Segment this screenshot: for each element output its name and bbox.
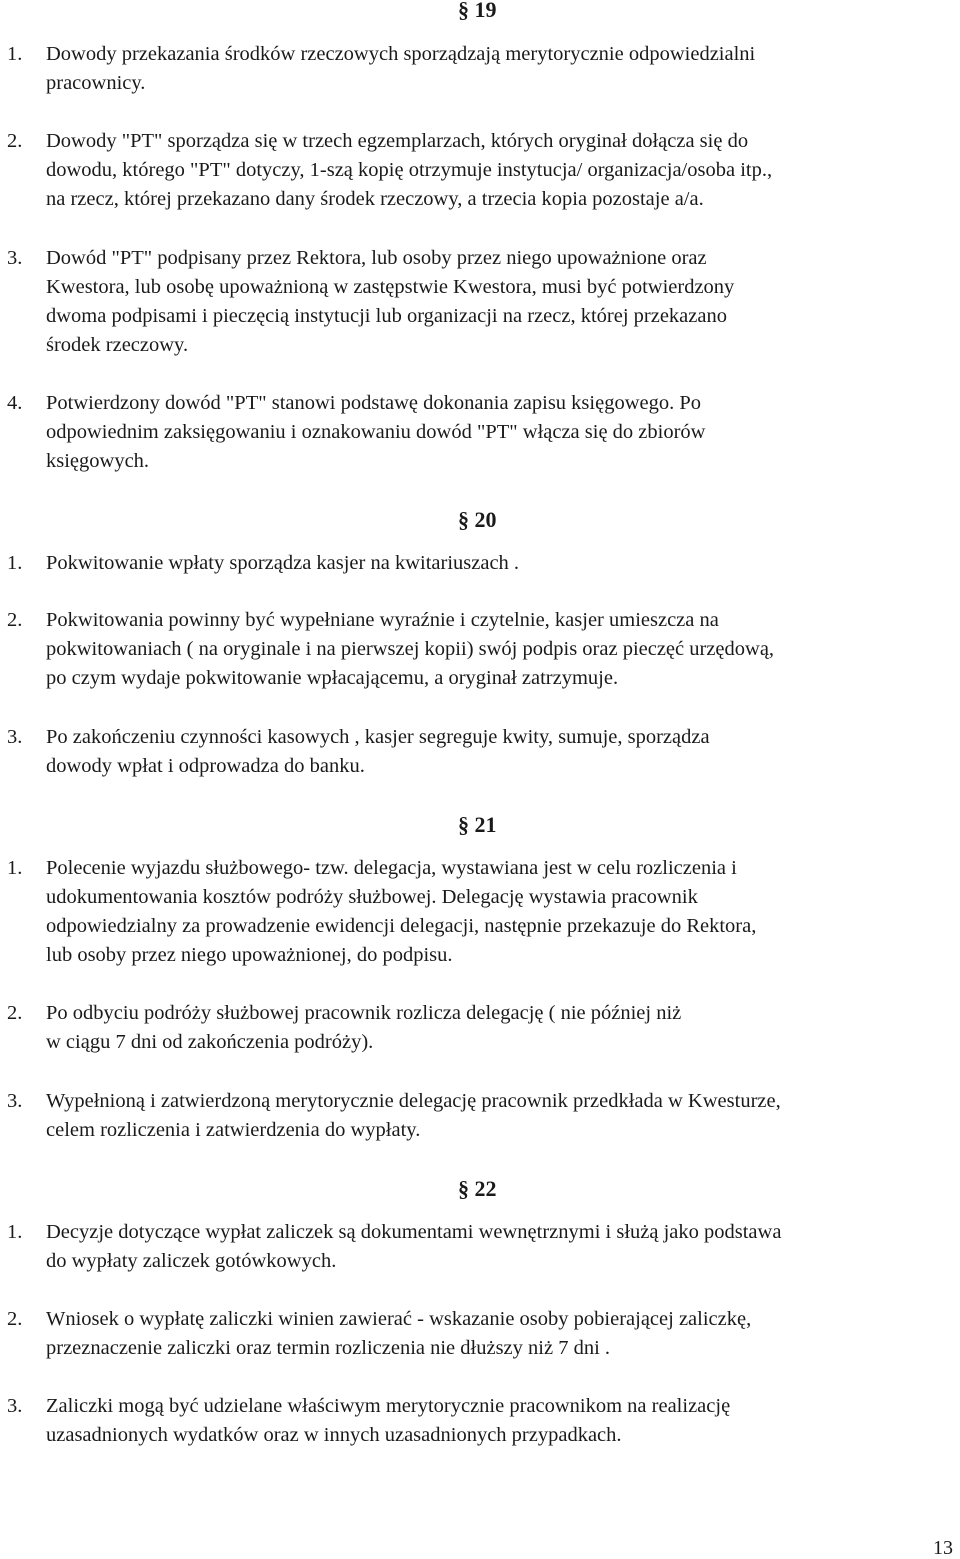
item-number: 1.	[7, 43, 23, 65]
list-item	[0, 1087, 930, 1145]
item-text: Dowód "PT" podpisany przez Rektora, lub osoby przez niego upoważnione oraz Kwestora, lub osobę upoważnioną w zastępstwie Kwestora, musi być potwierdzony dwoma podpisami i pieczęcią instytucji lub organizacji na rzecz, której przekazano środek rzeczowy.	[46, 247, 735, 356]
list-item	[0, 549, 930, 578]
item-text: Wniosek o wypłatę zaliczki winien zawierać - wskazanie osoby pobierającej zaliczkę, przeznaczenie zaliczki oraz termin rozliczenia nie dłuższy niż 7 dni .	[46, 1308, 752, 1359]
item-text: Po zakończeniu czynności kasowych , kasjer segreguje kwity, sumuje, sporządza dowody wpłat i odprowadza do banku.	[46, 726, 710, 777]
section-heading-22: § 22	[458, 1176, 497, 1201]
page-number: 13	[933, 1537, 953, 1559]
item-number: 1.	[7, 552, 23, 574]
section-heading-19: § 19	[458, 0, 497, 22]
list-item	[0, 127, 930, 214]
list-item	[0, 999, 930, 1057]
item-number: 2.	[7, 130, 23, 152]
item-text: Decyzje dotyczące wypłat zaliczek są dokumentami wewnętrznymi i służą jako podstawa do wypłaty zaliczek gotówkowych.	[46, 1221, 782, 1272]
list-item	[0, 1218, 930, 1276]
item-number: 4.	[7, 392, 23, 414]
item-text: Potwierdzony dowód "PT" stanowi podstawę dokonania zapisu księgowego. Po odpowiednim zaksięgowaniu i oznakowaniu dowód "PT" włącza się do zbiorów księgowych.	[46, 392, 706, 472]
section-heading-20: § 20	[458, 507, 497, 532]
item-number: 2.	[7, 609, 23, 631]
item-text: Polecenie wyjazdu służbowego- tzw. delegacja, wystawiana jest w celu rozliczenia i udokumentowania kosztów podróży służbowej. Delegację wystawia pracownik odpowiedzialny za prowadzenie ewidencji delegacji, następnie przekazuje do Rektora, lub osoby przez niego upoważnionej, do podpisu.	[46, 857, 757, 966]
item-text: Po odbyciu podróży służbowej pracownik rozlicza delegację ( nie później niż w ciągu 7 dni od zakończenia podróży).	[46, 1002, 682, 1053]
item-number: 3.	[7, 247, 23, 269]
item-number: 3.	[7, 726, 23, 748]
list-item	[0, 1392, 930, 1450]
item-number: 2.	[7, 1308, 23, 1330]
item-text: Zaliczki mogą być udzielane właściwym merytorycznie pracownikom na realizację uzasadnionych wydatków oraz w innych uzasadnionych przypadkach.	[46, 1395, 731, 1446]
list-item	[0, 389, 930, 476]
item-text: Dowody "PT" sporządza się w trzech egzemplarzach, których oryginał dołącza się do dowodu, którego "PT" dotyczy, 1-szą kopię otrzymuje instytucja/ organizacja/osoba itp., na rzecz, której przekazano dany środek rzeczowy, a trzecia kopia pozostaje a/a.	[46, 130, 773, 210]
item-number: 3.	[7, 1395, 23, 1417]
item-text: Pokwitowanie wpłaty sporządza kasjer na kwitariuszach .	[46, 552, 520, 574]
item-number: 1.	[7, 857, 23, 879]
list-item	[0, 1305, 930, 1363]
item-text: Dowody przekazania środków rzeczowych sporządzają merytorycznie odpowiedzialni pracownicy.	[46, 43, 756, 94]
item-number: 3.	[7, 1090, 23, 1112]
item-number: 1.	[7, 1221, 23, 1243]
section-heading-21: § 21	[458, 812, 497, 837]
item-number: 2.	[7, 1002, 23, 1024]
list-item	[0, 40, 930, 98]
list-item	[0, 723, 930, 781]
list-item	[0, 854, 930, 970]
list-item	[0, 606, 930, 693]
list-item	[0, 244, 930, 360]
item-text: Wypełnioną i zatwierdzoną merytorycznie delegację pracownik przedkłada w Kwesturze, celem rozliczenia i zatwierdzenia do wypłaty.	[46, 1090, 781, 1141]
item-text: Pokwitowania powinny być wypełniane wyraźnie i czytelnie, kasjer umieszcza na pokwitowaniach ( na oryginale i na pierwszej kopii) swój podpis oraz pieczęć urzędową, po czym wydaje pokwitowanie wpłacającemu, a oryginał zatrzymuje.	[46, 609, 775, 689]
